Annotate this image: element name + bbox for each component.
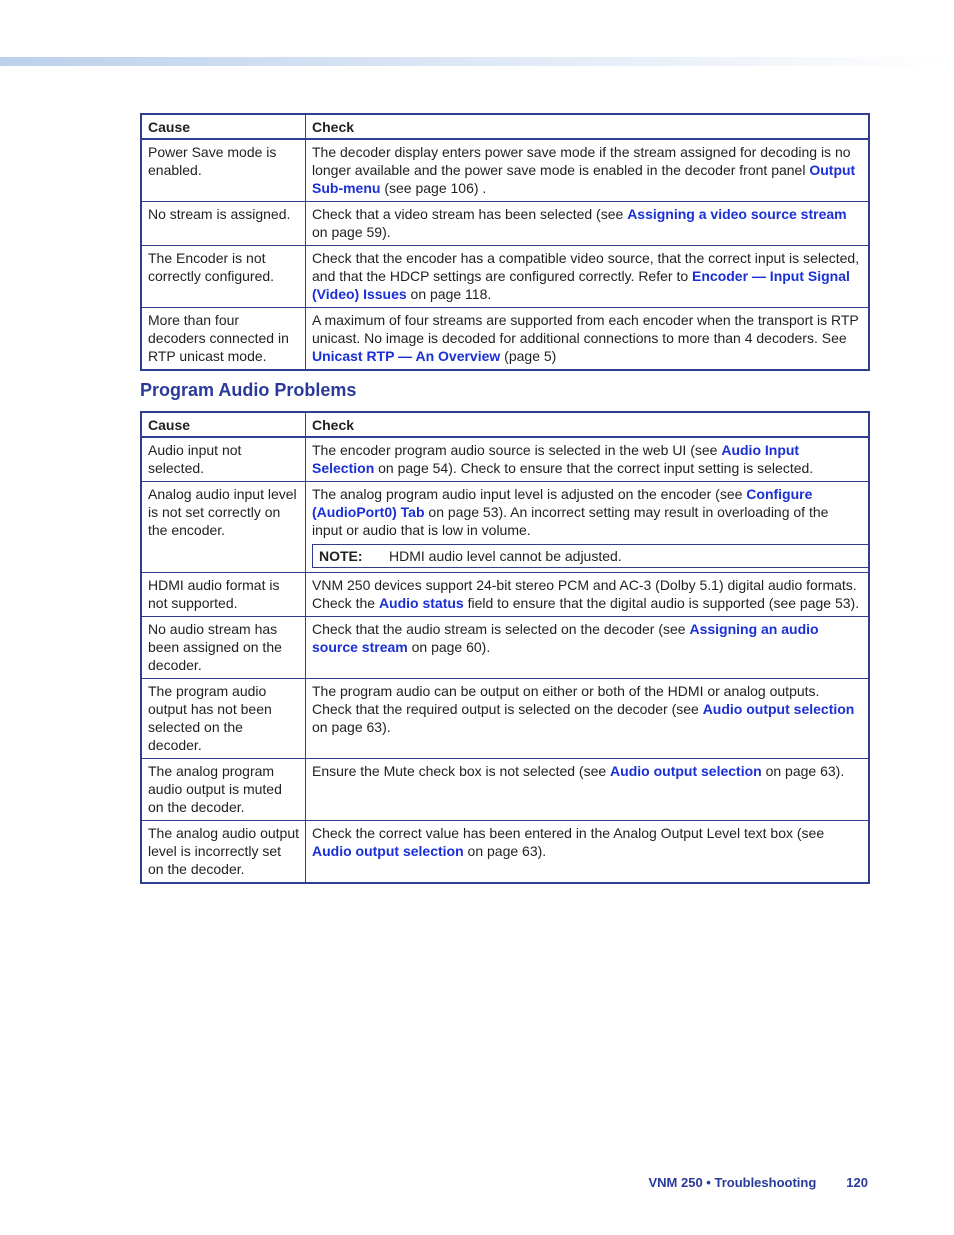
cause-column-header: Cause: [141, 114, 306, 139]
cross-reference-link[interactable]: Audio output selection: [702, 701, 855, 717]
table-row: [141, 617, 869, 679]
check-cell: [306, 437, 870, 482]
table-row: [141, 821, 869, 884]
check-text-segment: Check that the audio stream is selected on the decoder (see: [312, 621, 690, 637]
table-row: [141, 308, 869, 371]
check-text-segment: Check that a video stream has been selected (see: [312, 206, 628, 222]
page-number: 120: [846, 1175, 868, 1190]
table-row: [141, 139, 869, 202]
check-text-segment: The decoder display enters power save mode if the stream assigned for decoding is no longer available and the power save mode is enabled in the decoder front panel: [312, 144, 851, 178]
check-text-segment: on page 118.: [406, 286, 492, 302]
check-cell: [306, 308, 870, 371]
cause-cell: More than four decoders connected in RTP unicast mode.: [141, 308, 306, 371]
table-header-row: [141, 412, 869, 437]
note-label: NOTE:: [319, 548, 363, 564]
check-text-segment: on page 59).: [312, 224, 391, 240]
table-header-row: [141, 114, 869, 139]
check-text-segment: on page 63).: [312, 719, 391, 735]
table-row: [141, 437, 869, 482]
check-text-segment: A maximum of four streams are supported from each encoder when the transport is RTP unicast. No image is decoded for additional connections to more than 4 decoders. See: [312, 312, 859, 346]
table-row: [141, 759, 869, 821]
check-text: [312, 824, 862, 860]
cause-cell: HDMI audio format is not supported.: [141, 573, 306, 617]
cause-cell: No stream is assigned.: [141, 202, 306, 246]
check-text-segment: (see page 106) .: [380, 180, 487, 196]
cross-reference-link[interactable]: Configure (AudioPort0) Tab: [312, 486, 813, 520]
check-cell: [306, 821, 870, 884]
check-text-segment: field to ensure that the digital audio is supported (see page 53).: [463, 595, 860, 611]
cause-cell: The Encoder is not correctly configured.: [141, 246, 306, 308]
cross-reference-link[interactable]: Output Sub-menu: [312, 162, 856, 196]
check-cell: [306, 617, 870, 679]
check-cell: [306, 139, 870, 202]
check-text-segment: Check that the encoder has a compatible video source, that the correct input is selected, and that the HDCP settings are configured correctly. Refer to: [312, 250, 860, 284]
cross-reference-link[interactable]: Encoder — Input Signal (Video) Issues: [312, 268, 850, 302]
check-text-segment: on page 60).: [407, 639, 491, 655]
check-cell: [306, 679, 870, 759]
check-text: [312, 620, 862, 656]
check-text-segment: on page 63).: [761, 763, 845, 779]
check-text-segment: on page 63).: [463, 843, 547, 859]
cross-reference-link[interactable]: Audio Input Selection: [312, 442, 800, 476]
table-row: [141, 679, 869, 759]
check-cell: [306, 246, 870, 308]
section-heading: Program Audio Problems: [140, 380, 357, 400]
table-row: [141, 482, 869, 573]
page-footer: [649, 1175, 869, 1190]
check-text: [312, 485, 862, 539]
table-row: [141, 573, 869, 617]
note-box: [312, 544, 870, 568]
check-text-segment: on page 54). Check to ensure that the correct input setting is selected.: [374, 460, 814, 476]
check-text: [312, 205, 862, 241]
check-text-segment: VNM 250 devices support 24-bit stereo PCM and AC-3 (Dolby 5.1) digital audio formats. Check the: [312, 577, 857, 611]
video-troubleshooting-table: [140, 113, 870, 371]
cross-reference-link[interactable]: Assigning an audio source stream: [312, 621, 819, 655]
check-text: [312, 143, 862, 197]
check-text-segment: (page 5): [500, 348, 557, 364]
check-cell: [306, 482, 870, 573]
cause-column-header: Cause: [141, 412, 306, 437]
cross-reference-link[interactable]: Audio output selection: [312, 843, 464, 859]
check-text-segment: The analog program audio input level is adjusted on the encoder (see: [312, 486, 747, 502]
cross-reference-link[interactable]: Assigning a video source stream: [627, 206, 847, 222]
check-text: [312, 762, 862, 780]
check-text-segment: The program audio can be output on either or both of the HDMI or analog outputs. Check that the required output is selected on the decoder (see: [312, 683, 820, 717]
cross-reference-link[interactable]: Unicast RTP — An Overview: [312, 348, 501, 364]
audio-troubleshooting-table: [140, 411, 870, 884]
check-text: [312, 441, 862, 477]
note-text: HDMI audio level cannot be adjusted.: [389, 548, 622, 564]
footer-doc-title: VNM 250 • Troubleshooting: [648, 1175, 817, 1190]
header-gradient-bar: [0, 57, 954, 66]
cause-cell: Audio input not selected.: [141, 437, 306, 482]
check-cell: [306, 573, 870, 617]
cause-cell: The analog audio output level is incorrectly set on the decoder.: [141, 821, 306, 884]
table-row: [141, 246, 869, 308]
check-text: [312, 576, 862, 612]
check-cell: [306, 202, 870, 246]
cross-reference-link[interactable]: Audio status: [378, 595, 464, 611]
check-column-header: Check: [306, 412, 870, 437]
cause-cell: The program audio output has not been selected on the decoder.: [141, 679, 306, 759]
cross-reference-link[interactable]: Audio output selection: [610, 763, 762, 779]
check-cell: [306, 759, 870, 821]
cause-cell: Power Save mode is enabled.: [141, 139, 306, 202]
check-text: [312, 311, 862, 365]
check-text-segment: Check the correct value has been entered in the Analog Output Level text box (see: [312, 825, 825, 841]
check-text: [312, 249, 862, 303]
check-text: [312, 682, 862, 736]
check-text-segment: Ensure the Mute check box is not selected (see: [312, 763, 611, 779]
check-text-segment: on page 53). An incorrect setting may result in overloading of the input or audio that is low in volume.: [312, 504, 829, 538]
cause-cell: Analog audio input level is not set correctly on the encoder.: [141, 482, 306, 573]
cause-cell: No audio stream has been assigned on the decoder.: [141, 617, 306, 679]
check-column-header: Check: [306, 114, 870, 139]
table-row: [141, 202, 869, 246]
check-text-segment: The encoder program audio source is selected in the web UI (see: [312, 442, 722, 458]
cause-cell: The analog program audio output is muted on the decoder.: [141, 759, 306, 821]
